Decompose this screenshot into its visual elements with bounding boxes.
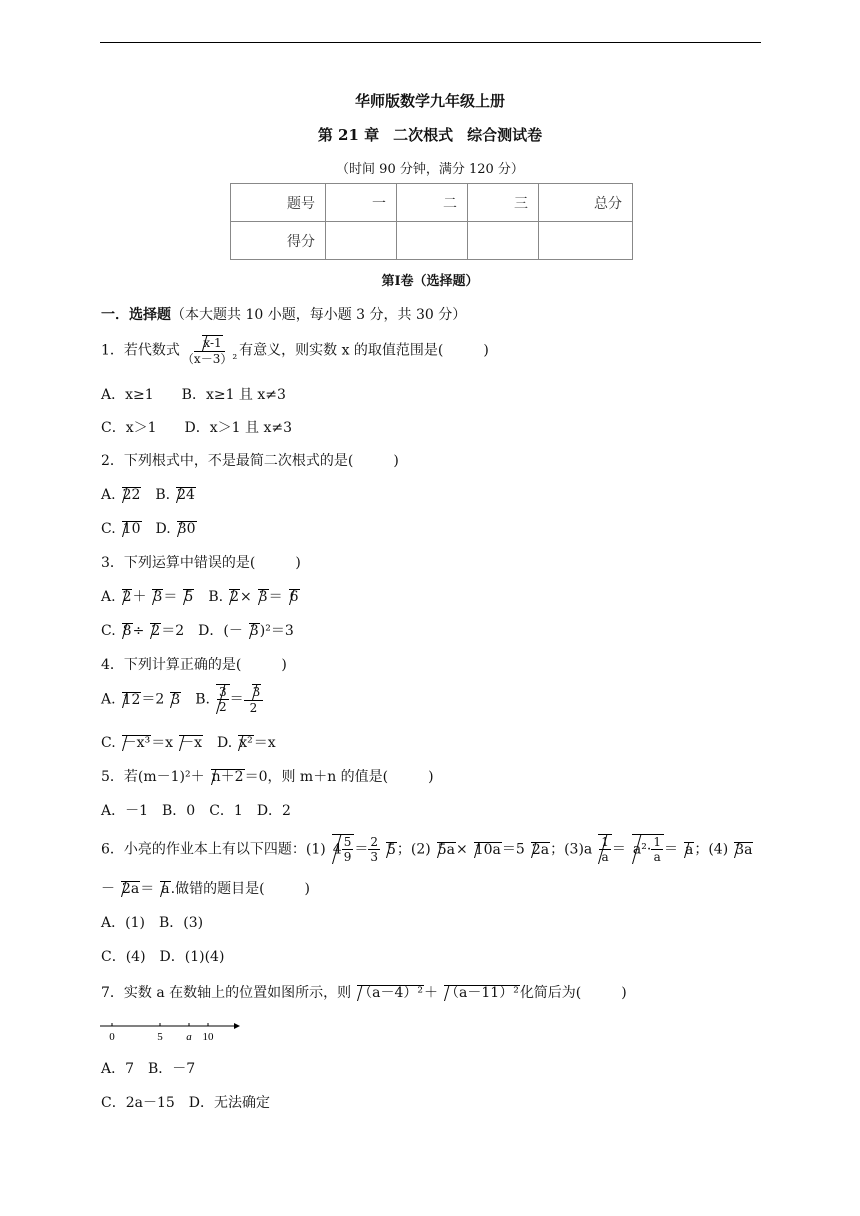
q2-options-ab: A. 22 B. 24 [101, 487, 195, 503]
question-4: 4．下列计算正确的是( ) [101, 657, 287, 673]
q1-options-cd: C．x＞1 D．x＞1 且 x≠3 [101, 420, 292, 436]
tick-label: 5 [157, 1031, 163, 1043]
score-table [230, 183, 633, 260]
q2-options-cd: C. 10 D. 30 [101, 521, 196, 537]
q4-options-ab: A. 12＝2 3 B. $\frac{3}{2}$ ＝ $\frac{3}{2}$ [101, 684, 263, 715]
time-note: （时间 90 分钟，满分 120 分） [336, 162, 524, 177]
doc-title: 华师版数学九年级上册 [354, 92, 505, 110]
q3-options-ab: A. 2＋ 3＝ 5 B. 2× 3＝ 6 [101, 589, 299, 605]
table-row: 得分 [231, 222, 633, 260]
question-2: 2．下列根式中，不是最简二次根式的是( ) [101, 453, 399, 469]
q1-options-ab: A．x≥1 B．x≥1 且 x≠3 [101, 387, 286, 403]
tick-label: 0 [109, 1031, 115, 1043]
tick-label: 10 [202, 1031, 214, 1043]
top-rule [100, 42, 761, 43]
part-title: 第Ⅰ卷（选择题） [381, 274, 479, 289]
question-6-cont: － 2a＝ a.做错的题目是( ) [101, 881, 311, 897]
question-3: 3．下列运算中错误的是( ) [101, 555, 301, 571]
tick-label: a [186, 1031, 192, 1043]
chapter-heading: 第 21 章 二次根式 综合测试卷 [317, 126, 543, 144]
question-5: 5．若(m－1)²＋ n＋2＝0，则 m＋n 的值是( ) [101, 769, 434, 785]
q6-options-ab: A．(1) B．(3) [101, 915, 204, 931]
question-7: 7．实数 a 在数轴上的位置如图所示，则 （a－4）²＋ （a－11）²化简后为( ) [101, 985, 627, 1001]
table-row: 题号 一 二 三 总分 [231, 184, 633, 222]
section-heading: 一．选择题（本大题共 10 小题，每小题 3 分，共 30 分） [101, 307, 467, 323]
q3-options-cd: C. 8÷ 2＝2 D．(－ 3)²＝3 [101, 623, 294, 639]
q6-options-cd: C．(4) D．(1)(4) [101, 949, 225, 965]
question-6: 6．小亮的作业本上有以下四题：(1) 4 $\frac{5}{9}$ ＝ $\frac{2}{3}$ 5；(2) 5a× 10a＝5 2a；(3)a $\frac{1}{a}$ ＝ a²· $\frac{1}{a}$ ＝ a；(4) 3a [101, 835, 753, 864]
fraction: $\frac{x-1}{\text{（x－3）²}}$ [181, 336, 238, 366]
number-line [100, 1020, 240, 1050]
q4-options-cd: C. －x³＝x －x D. x²＝x [101, 735, 276, 751]
q5-options: A．－1 B．0 C．1 D．2 [101, 803, 291, 819]
question-1: 1．若代数式 $\frac{x-1}{\text{（x－3）²}}$ 有意义，则实数 x 的取值范围是( ) [101, 336, 489, 366]
q7-options-ab: A．7 B．－7 [101, 1061, 196, 1077]
q7-options-cd: C．2a－15 D．无法确定 [101, 1095, 271, 1111]
